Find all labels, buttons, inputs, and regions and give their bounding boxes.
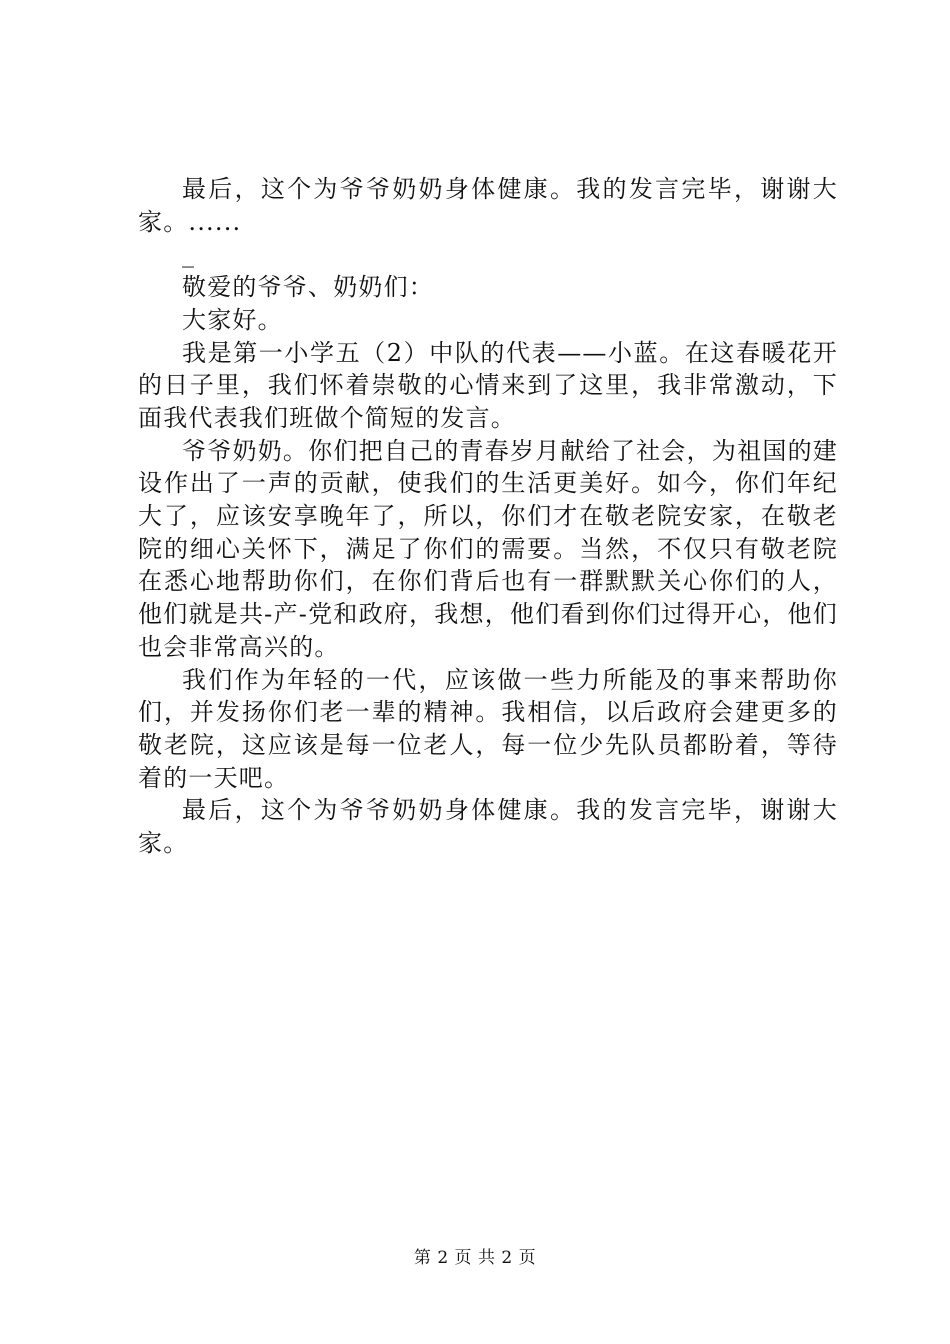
greeting: 大家好。 (182, 305, 283, 334)
body-paragraph-1: 爷爷奶奶。你们把自己的青春岁月献给了社会，为祖国的建设作出了一声的贡献，使我们的生活更美好。如今，你们年纪大了，应该安享晚年了，所以，你们才在敬老院安家，在敬老院的细心关怀下，满足了你们的需要。当然，不仅只有敬老院在悉心地帮助你们，在你们背后也有一群默默关心你们的人，他们就是共-产-党和政府，我想，他们看到你们过得开心，他们也会非常高兴的。 (138, 436, 838, 661)
intro-paragraph: 我是第一小学五（2）中队的代表——小蓝。在这春暖花开的日子里，我们怀着崇敬的心情来到了这里，我非常激动，下面我代表我们班做个简短的发言。 (138, 338, 838, 432)
document-body (138, 173, 838, 860)
body-paragraph-2: 我们作为年轻的一代，应该做一些力所能及的事来帮助你们，并发扬你们老一辈的精神。我相信，以后政府会建更多的敬老院，这应该是每一位老人，每一位少先队员都盼着，等待着的一天吧。 (138, 665, 838, 792)
salutation: 敬爱的爷爷、奶奶们： (182, 273, 434, 302)
page-number-footer: 第 2 页 共 2 页 (413, 1248, 537, 1268)
separator-mark: _ (182, 240, 194, 269)
closing-paragraph-top: 最后，这个为爷爷奶奶身体健康。我的发言完毕，谢谢大家。...... (138, 175, 838, 236)
closing-paragraph: 最后，这个为爷爷奶奶身体健康。我的发言完毕，谢谢大家。 (138, 796, 838, 858)
